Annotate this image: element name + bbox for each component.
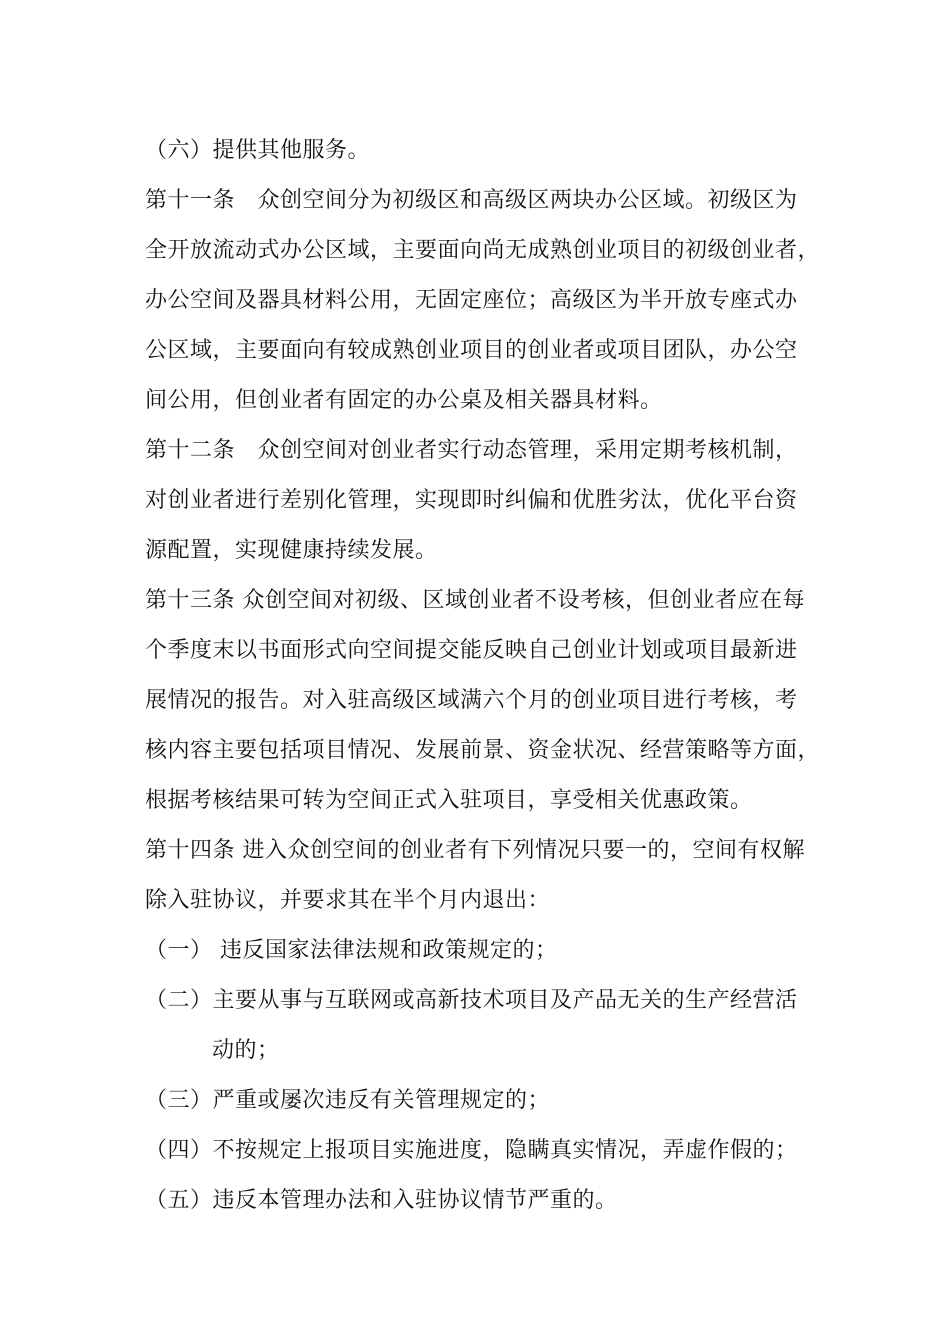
text-line-6: 间公用，但创业者有固定的办公桌及相关器具材料。 — [145, 388, 663, 413]
text-line-9: 源配置，实现健康持续发展。 — [145, 538, 438, 563]
text-line-16: 除入驻协议，并要求其在半个月内退出： — [145, 888, 551, 913]
text-line-12: 展情况的报告。对入驻高级区域满六个月的创业项目进行考核，考 — [145, 688, 798, 713]
text-line-14: 根据考核结果可转为空间正式入驻项目，享受相关优惠政策。 — [145, 788, 753, 813]
text-line-22: （五）违反本管理办法和入驻协议情节严重的。 — [145, 1188, 618, 1213]
text-line-8: 对创业者进行差别化管理，实现即时纠偏和优胜劣汰，优化平台资 — [145, 488, 798, 513]
text-line-10: 第十三条 众创空间对初级、区域创业者不设考核，但创业者应在每 — [145, 588, 805, 613]
text-line-17: （一） 违反国家法律法规和政策规定的； — [145, 938, 558, 963]
text-line-18: （二）主要从事与互联网或高新技术项目及产品无关的生产经营活 — [145, 988, 798, 1013]
text-line-3: 全开放流动式办公区域，主要面向尚无成熟创业项目的初级创业者， — [145, 238, 821, 263]
text-line-4: 办公空间及器具材料公用，无固定座位；高级区为半开放专座式办 — [145, 288, 798, 313]
text-line-7: 第十二条 众创空间对创业者实行动态管理，采用定期考核机制， — [145, 438, 798, 463]
text-line-19: 动的； — [212, 1038, 280, 1063]
text-line-11: 个季度末以书面形式向空间提交能反映自己创业计划或项目最新进 — [145, 638, 798, 663]
text-line-21: （四）不按规定上报项目实施进度，隐瞒真实情况，弄虚作假的； — [145, 1138, 798, 1163]
text-line-1: （六）提供其他服务。 — [145, 138, 371, 163]
text-line-2: 第十一条 众创空间分为初级区和高级区两块办公区域。初级区为 — [145, 188, 798, 213]
text-line-20: （三）严重或屡次违反有关管理规定的； — [145, 1088, 551, 1113]
text-line-15: 第十四条 进入众创空间的创业者有下列情况只要一的，空间有权解 — [145, 838, 805, 863]
text-line-5: 公区域，主要面向有较成熟创业项目的创业者或项目团队，办公空 — [145, 338, 798, 363]
text-line-13: 核内容主要包括项目情况、发展前景、资金状况、经营策略等方面， — [145, 738, 821, 763]
